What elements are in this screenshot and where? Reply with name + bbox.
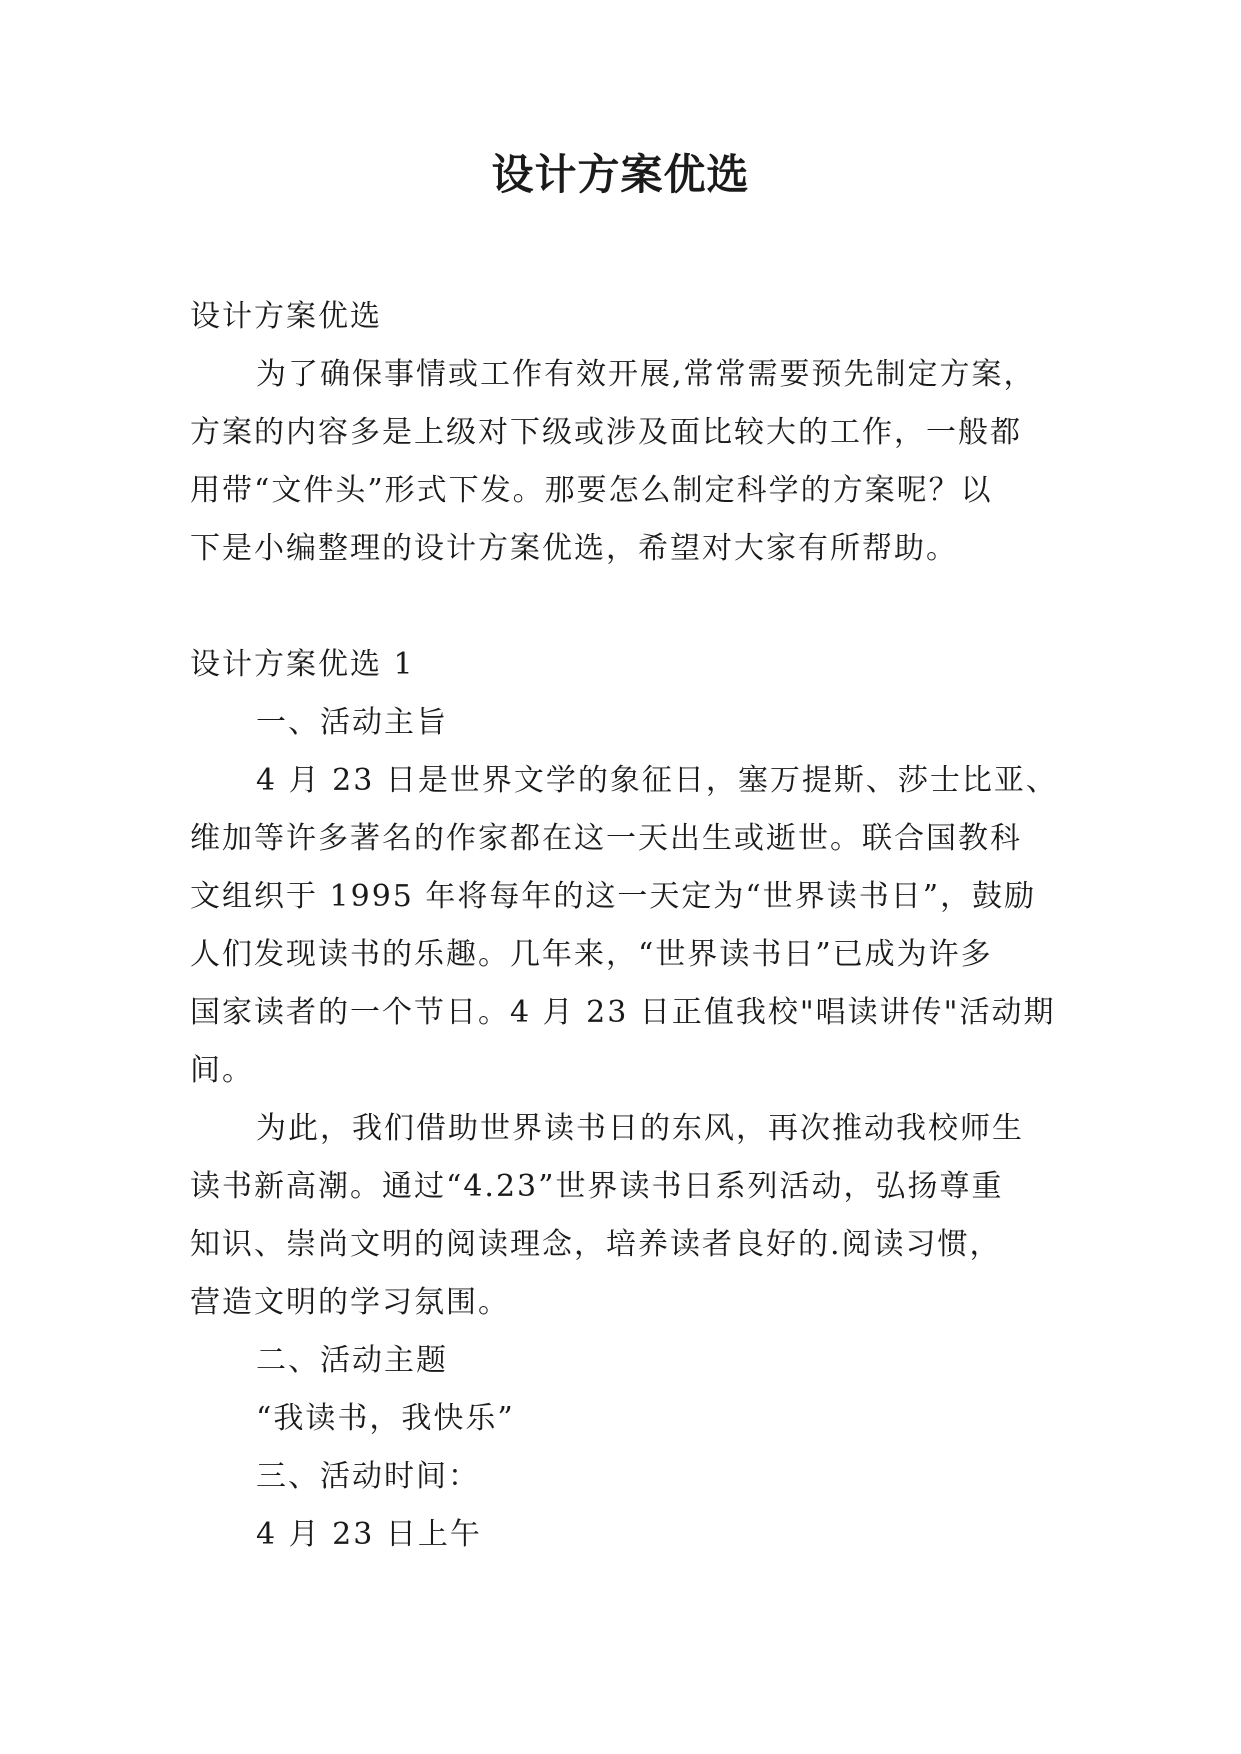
paragraph-line: 国家读者的一个节日。4 月 23 日正值我校"唱读讲传"活动期 [190,995,1056,1030]
document-title: 设计方案优选 [491,150,750,199]
paragraph-line: 为了确保事情或工作有效开展,常常需要预先制定方案， [256,357,1036,392]
paragraph-line: 维加等许多著名的作家都在这一天出生或逝世。联合国教科 [190,821,1022,856]
paragraph-line: 营造文明的学习氛围。 [190,1285,510,1320]
paragraph-line: 间。 [190,1053,254,1088]
paragraph-line: 文组织于 1995 年将每年的这一天定为“世界读书日”，鼓励 [190,879,1037,914]
paragraph-line: 下是小编整理的设计方案优选，希望对大家有所帮助。 [190,531,958,566]
paragraph-line: 为此，我们借助世界读书日的东风，再次推动我校师生 [256,1111,1024,1146]
section-heading: 设计方案优选 [190,299,382,334]
paragraph-line: 方案的内容多是上级对下级或涉及面比较大的工作，一般都 [190,415,1022,450]
paragraph-line: 知识、崇尚文明的阅读理念，培养读者良好的.阅读习惯， [190,1227,1002,1262]
paragraph-line: 4 月 23 日是世界文学的象征日，塞万提斯、莎士比亚、 [256,763,1058,798]
paragraph-gap [190,578,1056,636]
paragraph-line: 4 月 23 日上午 [256,1517,482,1552]
paragraph-line: 读书新高潮。通过“4.23”世界读书日系列活动，弘扬尊重 [190,1169,1004,1204]
paragraph-line: 人们发现读书的乐趣。几年来，“世界读书日”已成为许多 [190,937,993,972]
subheading: 二、活动主题 [256,1343,448,1378]
subheading: 一、活动主旨 [256,705,448,740]
section-heading: 设计方案优选 1 [190,647,415,682]
document-body [190,288,1056,1564]
subheading: 三、活动时间： [256,1459,480,1494]
paragraph-line: “我读书，我快乐” [256,1401,515,1436]
paragraph-line: 用带“文件头”形式下发。那要怎么制定科学的方案呢？以 [190,473,993,508]
